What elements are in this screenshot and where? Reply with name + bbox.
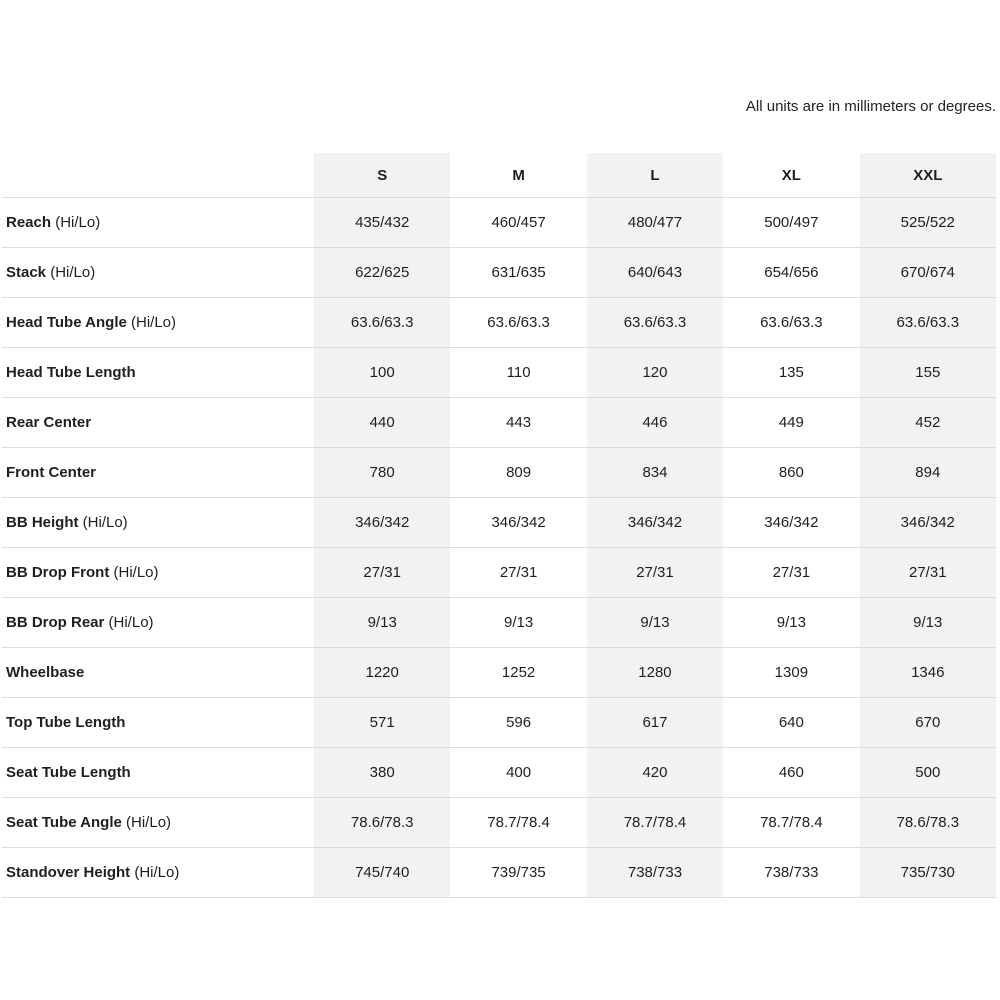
value-cell-s: 780 [314, 448, 450, 498]
row-label-name: Head Tube Length [6, 364, 136, 381]
row-label-suffix: (Hi/Lo) [121, 814, 172, 831]
value-cell-s: 745/740 [314, 848, 450, 898]
table-body [2, 198, 996, 898]
row-label [2, 398, 314, 448]
value-cell-l: 480/477 [587, 198, 723, 248]
value-cell-m: 400 [450, 748, 586, 798]
row-label-name: BB Drop Rear [6, 614, 105, 631]
row-label [2, 298, 314, 348]
row-label [2, 348, 314, 398]
row-label-suffix: (Hi/Lo) [130, 864, 180, 881]
value-cell-s: 1220 [314, 648, 450, 698]
value-cell-l: 78.7/78.4 [587, 798, 723, 848]
value-cell-xxl: 525/522 [860, 198, 996, 248]
table-row [2, 848, 996, 898]
row-label-suffix: (Hi/Lo) [104, 614, 154, 631]
value-cell-xl: 135 [723, 348, 859, 398]
value-cell-l: 420 [587, 748, 723, 798]
value-cell-s: 571 [314, 698, 450, 748]
value-cell-xl: 500/497 [723, 198, 859, 248]
row-label-name: BB Drop Front [6, 564, 110, 581]
row-label-name: Rear Center [6, 414, 92, 431]
value-cell-l: 834 [587, 448, 723, 498]
row-label [2, 448, 314, 498]
value-cell-xl: 63.6/63.3 [723, 298, 859, 348]
table-row [2, 448, 996, 498]
row-label [2, 548, 314, 598]
value-cell-xxl: 9/13 [860, 598, 996, 648]
value-cell-m: 346/342 [450, 498, 586, 548]
value-cell-xxl: 894 [860, 448, 996, 498]
value-cell-xl: 640 [723, 698, 859, 748]
row-label-name: Seat Tube Length [6, 764, 131, 781]
row-label-name: BB Height [6, 514, 79, 531]
value-cell-xl: 449 [723, 398, 859, 448]
row-label-name: Seat Tube Angle [6, 814, 122, 831]
size-header-s: S [314, 153, 450, 198]
value-cell-xxl: 670/674 [860, 248, 996, 298]
row-label [2, 498, 314, 548]
row-label-suffix: (Hi/Lo) [46, 264, 96, 281]
row-label [2, 198, 314, 248]
table-row [2, 498, 996, 548]
value-cell-xl: 78.7/78.4 [723, 798, 859, 848]
table-row [2, 348, 996, 398]
value-cell-xxl: 452 [860, 398, 996, 448]
row-label [2, 798, 314, 848]
row-label-suffix: (Hi/Lo) [126, 314, 177, 331]
units-note: All units are in millimeters or degrees. [745, 98, 996, 115]
table-row [2, 298, 996, 348]
value-cell-m: 739/735 [450, 848, 586, 898]
row-label-name: Reach [6, 214, 52, 231]
value-cell-xxl: 1346 [860, 648, 996, 698]
row-label-suffix: (Hi/Lo) [109, 564, 159, 581]
value-cell-m: 27/31 [450, 548, 586, 598]
row-label-name: Stack [6, 264, 47, 281]
value-cell-xl: 346/342 [723, 498, 859, 548]
row-label [2, 648, 314, 698]
value-cell-l: 617 [587, 698, 723, 748]
value-cell-s: 380 [314, 748, 450, 798]
value-cell-m: 9/13 [450, 598, 586, 648]
value-cell-xl: 860 [723, 448, 859, 498]
value-cell-l: 738/733 [587, 848, 723, 898]
row-label [2, 598, 314, 648]
row-label [2, 698, 314, 748]
value-cell-s: 100 [314, 348, 450, 398]
value-cell-l: 346/342 [587, 498, 723, 548]
value-cell-s: 27/31 [314, 548, 450, 598]
value-cell-xl: 738/733 [723, 848, 859, 898]
value-cell-xxl: 78.6/78.3 [860, 798, 996, 848]
value-cell-xxl: 63.6/63.3 [860, 298, 996, 348]
value-cell-m: 78.7/78.4 [450, 798, 586, 848]
value-cell-s: 63.6/63.3 [314, 298, 450, 348]
value-cell-xl: 654/656 [723, 248, 859, 298]
value-cell-xxl: 155 [860, 348, 996, 398]
header-corner [2, 153, 314, 198]
row-label-name: Top Tube Length [6, 714, 126, 731]
row-label-name: Head Tube Angle [6, 314, 127, 331]
value-cell-m: 809 [450, 448, 586, 498]
value-cell-xl: 27/31 [723, 548, 859, 598]
geometry-table [2, 153, 996, 898]
header-row [2, 153, 996, 198]
value-cell-s: 440 [314, 398, 450, 448]
value-cell-xxl: 27/31 [860, 548, 996, 598]
row-label [2, 248, 314, 298]
value-cell-s: 346/342 [314, 498, 450, 548]
table-row [2, 648, 996, 698]
value-cell-l: 27/31 [587, 548, 723, 598]
size-header-xxl: XXL [860, 153, 996, 198]
value-cell-s: 622/625 [314, 248, 450, 298]
row-label [2, 748, 314, 798]
table-row [2, 698, 996, 748]
value-cell-l: 63.6/63.3 [587, 298, 723, 348]
value-cell-l: 1280 [587, 648, 723, 698]
value-cell-xl: 9/13 [723, 598, 859, 648]
table-row [2, 248, 996, 298]
value-cell-m: 443 [450, 398, 586, 448]
value-cell-m: 63.6/63.3 [450, 298, 586, 348]
table-row [2, 598, 996, 648]
table-row [2, 548, 996, 598]
row-label-name: Standover Height [6, 864, 131, 881]
value-cell-m: 596 [450, 698, 586, 748]
value-cell-xxl: 735/730 [860, 848, 996, 898]
table-row [2, 748, 996, 798]
row-label [2, 848, 314, 898]
row-label-suffix: (Hi/Lo) [78, 514, 128, 531]
value-cell-s: 78.6/78.3 [314, 798, 450, 848]
value-cell-m: 110 [450, 348, 586, 398]
size-header-xl: XL [723, 153, 859, 198]
value-cell-l: 640/643 [587, 248, 723, 298]
table-row [2, 398, 996, 448]
table-row [2, 798, 996, 848]
value-cell-xl: 1309 [723, 648, 859, 698]
row-label-suffix: (Hi/Lo) [51, 214, 101, 231]
table-row [2, 198, 996, 248]
value-cell-s: 9/13 [314, 598, 450, 648]
row-label-name: Wheelbase [6, 664, 85, 681]
value-cell-m: 631/635 [450, 248, 586, 298]
value-cell-l: 120 [587, 348, 723, 398]
value-cell-m: 1252 [450, 648, 586, 698]
value-cell-xxl: 346/342 [860, 498, 996, 548]
value-cell-l: 446 [587, 398, 723, 448]
size-header-m: M [450, 153, 586, 198]
value-cell-xxl: 670 [860, 698, 996, 748]
value-cell-m: 460/457 [450, 198, 586, 248]
value-cell-s: 435/432 [314, 198, 450, 248]
value-cell-xxl: 500 [860, 748, 996, 798]
value-cell-l: 9/13 [587, 598, 723, 648]
row-label-name: Front Center [6, 464, 96, 481]
size-header-l: L [587, 153, 723, 198]
value-cell-xl: 460 [723, 748, 859, 798]
